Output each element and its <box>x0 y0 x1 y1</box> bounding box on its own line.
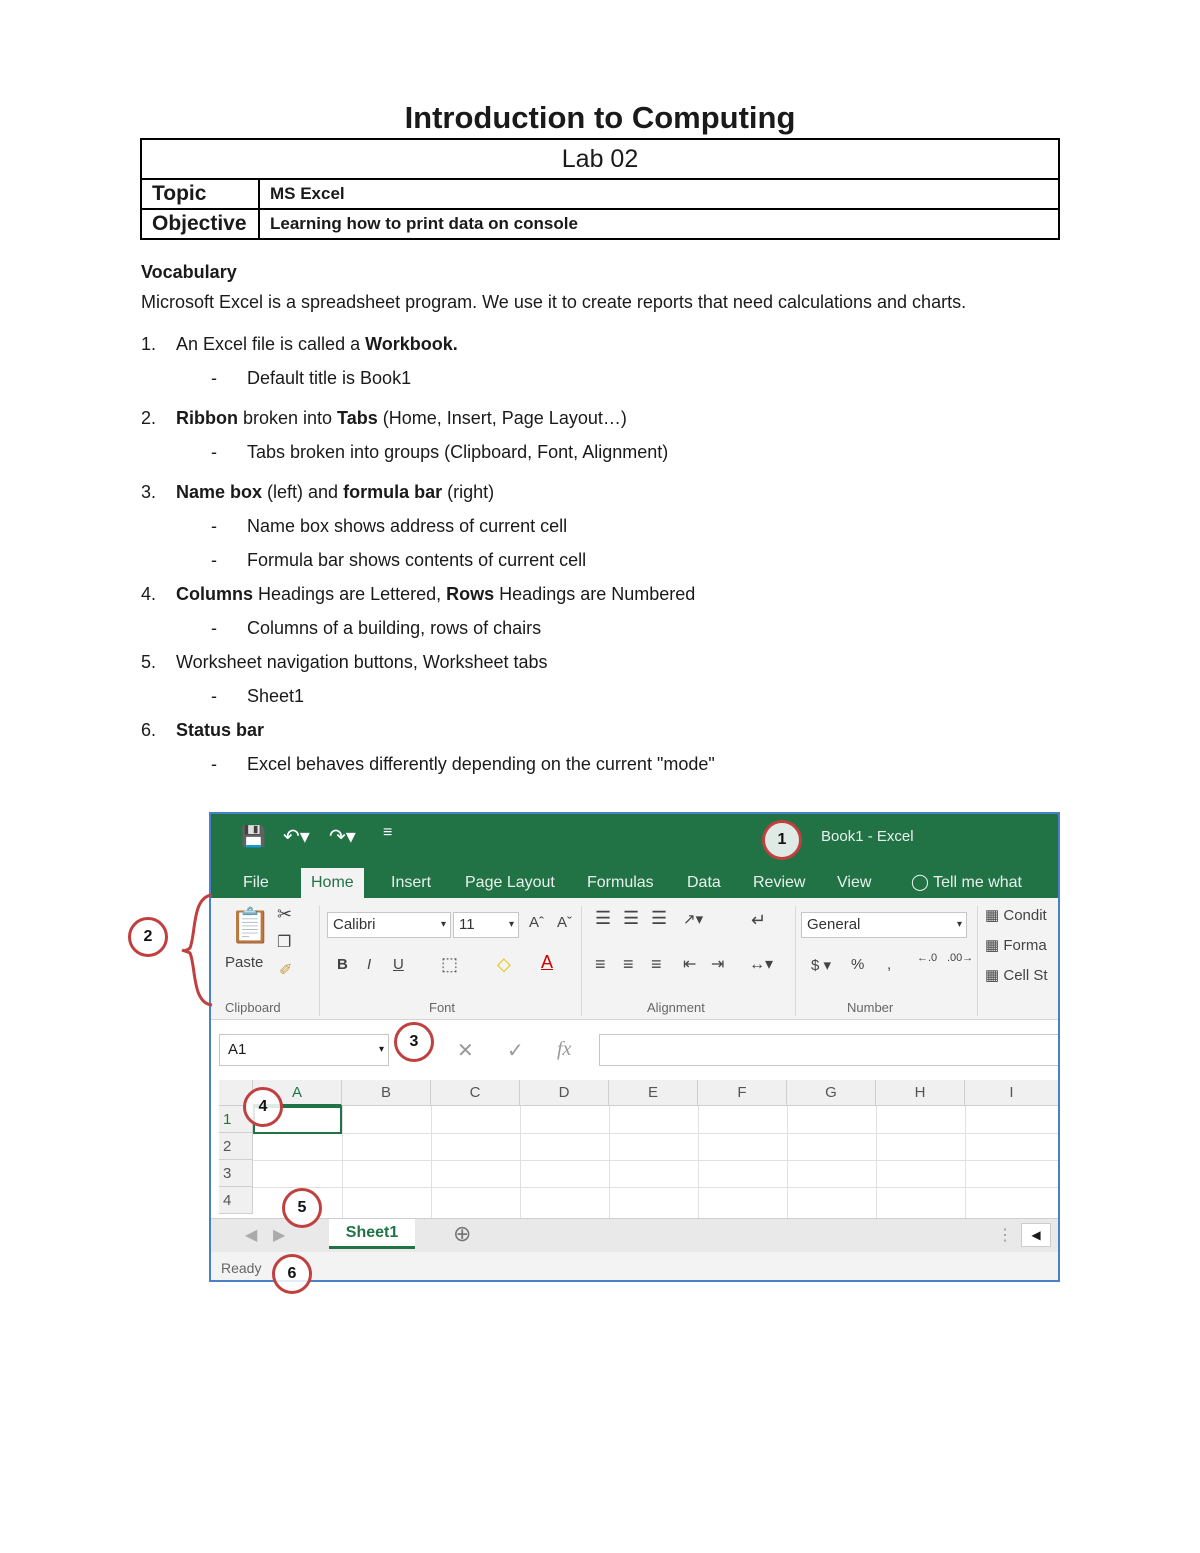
sub-item-text: Columns of a building, rows of chairs <box>247 618 542 638</box>
format-as-table-button[interactable]: ▦ Forma <box>985 937 1047 954</box>
item-term: Tabs <box>337 408 378 428</box>
bottom-align-icon[interactable]: ☰ <box>651 908 668 928</box>
conditional-formatting-button[interactable]: ▦ Condit <box>985 907 1047 924</box>
sub-item-text: Excel behaves differently depending on the current "mode" <box>247 754 715 774</box>
align-center-icon[interactable]: ≡ <box>623 954 634 974</box>
excel-screenshot <box>209 812 1060 1282</box>
item-number: 2. <box>141 408 157 428</box>
insert-function-icon[interactable]: fx <box>557 1038 572 1060</box>
sub-item-text: Sheet1 <box>247 686 305 706</box>
italic-icon[interactable]: I <box>367 956 372 973</box>
item-term: Name box <box>176 482 263 502</box>
row-header[interactable]: 2 <box>219 1133 253 1160</box>
item-number: 3. <box>141 482 157 502</box>
list-item <box>141 327 1071 361</box>
item-text: An Excel file is called a <box>176 334 366 354</box>
sub-item-text: Formula bar shows contents of current cell <box>247 550 587 570</box>
scroll-left-icon[interactable]: ◀ <box>1021 1223 1051 1247</box>
comma-icon[interactable]: , <box>887 956 892 973</box>
tab-formulas[interactable]: Formulas <box>587 874 654 891</box>
annotation-marker: 1 <box>762 820 802 860</box>
cell-styles-button[interactable]: ▦ Cell St <box>985 967 1048 984</box>
font-size-select[interactable]: 11 ▾ <box>453 912 519 938</box>
font-name-select[interactable]: Calibri ▾ <box>327 912 451 938</box>
font-color-icon[interactable]: A <box>541 952 554 972</box>
cell-styles-icon: ▦ <box>985 967 1000 984</box>
objective-value: Learning how to print data on console <box>259 209 1059 239</box>
column-header[interactable]: F <box>698 1080 787 1106</box>
sub-item: - Name box shows address of current cell <box>141 509 1071 543</box>
item-text: Worksheet navigation buttons, Worksheet tabs <box>176 652 548 672</box>
group-label-number: Number <box>847 1000 894 1015</box>
tab-page-layout[interactable]: Page Layout <box>465 874 555 891</box>
shrink-font-icon[interactable]: Aˇ <box>557 914 572 931</box>
column-header[interactable]: I <box>965 1080 1059 1106</box>
annotation-marker: 4 <box>243 1087 283 1127</box>
orientation-icon[interactable]: ↗▾ <box>683 911 704 928</box>
increase-indent-icon[interactable]: ⇥ <box>711 956 725 973</box>
vocabulary-section <box>141 262 1071 781</box>
undo-icon[interactable]: ↶▾ <box>283 826 310 848</box>
new-sheet-icon[interactable]: ⊕ <box>453 1221 472 1246</box>
column-header[interactable]: B <box>342 1080 431 1106</box>
status-text: Ready <box>221 1260 262 1276</box>
lightbulb-icon: ◯ <box>911 874 929 891</box>
sub-item-text: Default title is Book1 <box>247 368 412 388</box>
percent-icon[interactable]: % <box>851 956 865 973</box>
save-icon[interactable]: 💾 <box>241 826 266 848</box>
worksheet-grid <box>219 1080 1059 1220</box>
item-number: 6. <box>141 720 157 740</box>
item-term: Workbook <box>365 334 453 354</box>
list-item <box>141 645 1071 679</box>
name-box[interactable]: A1 ▾ <box>219 1034 389 1066</box>
column-header[interactable]: C <box>431 1080 520 1106</box>
middle-align-icon[interactable]: ☰ <box>623 908 640 928</box>
sub-item-text: Tabs broken into groups (Clipboard, Font, Alignment) <box>247 442 669 462</box>
sheet-tab-sheet1[interactable]: Sheet1 <box>329 1219 415 1249</box>
wrap-text-icon[interactable]: ↵ <box>751 910 767 930</box>
grow-font-icon[interactable]: Aˆ <box>529 914 544 931</box>
column-header[interactable]: E <box>609 1080 698 1106</box>
row-header[interactable]: 4 <box>219 1187 253 1214</box>
table-icon: ▦ <box>985 937 1000 954</box>
fill-color-icon[interactable]: ◇ <box>497 954 511 974</box>
bold-icon[interactable]: B <box>337 956 348 973</box>
list-item <box>141 475 1071 509</box>
currency-icon[interactable]: $ ▾ <box>811 957 832 974</box>
list-item <box>141 713 1071 747</box>
item-term: formula bar <box>343 482 443 502</box>
topic-key: Topic <box>141 179 259 209</box>
excel-title-bar <box>211 814 1058 862</box>
sub-item: - Default title is Book1 <box>141 361 1071 395</box>
cut-icon[interactable]: ✂ <box>277 904 293 924</box>
tab-data[interactable]: Data <box>687 874 721 891</box>
tab-review[interactable]: Review <box>753 874 806 891</box>
decrease-indent-icon[interactable]: ⇤ <box>683 956 697 973</box>
paste-label[interactable]: Paste <box>225 954 264 971</box>
group-label-clipboard: Clipboard <box>225 1000 281 1015</box>
info-table <box>140 138 1060 240</box>
align-left-icon[interactable]: ≡ <box>595 954 606 974</box>
topic-value: MS Excel <box>259 179 1059 209</box>
ribbon-tabs <box>211 862 1058 898</box>
decrease-decimal-icon[interactable]: .00→ <box>947 952 974 964</box>
row-header[interactable]: 3 <box>219 1160 253 1187</box>
item-text: (left) and <box>262 482 344 502</box>
column-header[interactable]: D <box>520 1080 609 1106</box>
item-text: (Home, Insert, Page Layout…) <box>377 408 627 428</box>
redo-icon[interactable]: ↷▾ <box>329 826 356 848</box>
item-text: Headings are Lettered, <box>253 584 447 604</box>
next-sheet-icon[interactable]: ▶ <box>273 1227 286 1244</box>
group-label-alignment: Alignment <box>647 1000 705 1015</box>
enter-icon[interactable]: ✓ <box>507 1040 524 1062</box>
formula-input[interactable] <box>599 1034 1060 1066</box>
row-header[interactable]: 1 <box>219 1106 253 1133</box>
annotation-marker: 2 <box>128 917 168 957</box>
status-bar <box>211 1252 1058 1282</box>
item-term: Status bar <box>176 720 265 740</box>
sub-item: - Formula bar shows contents of current cell <box>141 543 1071 577</box>
item-text: . <box>452 334 458 354</box>
column-header[interactable]: H <box>876 1080 965 1106</box>
item-number: 5. <box>141 652 157 672</box>
increase-decimal-icon[interactable]: ←.0 <box>917 952 938 964</box>
column-header[interactable]: A <box>253 1080 342 1106</box>
prev-sheet-icon[interactable]: ◀ <box>245 1227 258 1244</box>
lab-number: Lab 02 <box>141 139 1059 179</box>
list-item <box>141 401 1071 435</box>
item-text: broken into <box>237 408 338 428</box>
vocabulary-heading: Vocabulary <box>141 262 237 282</box>
formula-bar-row <box>211 1030 1058 1070</box>
conditional-formatting-icon: ▦ <box>985 907 1000 924</box>
vocabulary-intro: Microsoft Excel is a spreadsheet program. We use it to create reports that need calculations and charts. <box>141 292 967 312</box>
item-number: 1. <box>141 334 157 354</box>
cancel-icon[interactable]: ✕ <box>457 1040 474 1062</box>
group-label-font: Font <box>429 1000 456 1015</box>
align-right-icon[interactable]: ≡ <box>651 954 662 974</box>
tab-view[interactable]: View <box>837 874 872 891</box>
item-term: Columns <box>176 584 254 604</box>
list-item <box>141 577 1071 611</box>
doc-title: Introduction to Computing <box>404 100 796 135</box>
ribbon <box>211 898 1058 1020</box>
underline-icon[interactable]: U <box>393 956 404 973</box>
tab-file[interactable]: File <box>243 874 269 891</box>
paste-icon[interactable]: 📋 <box>229 907 272 945</box>
tab-home[interactable]: Home <box>301 868 364 898</box>
sub-item: - Excel behaves differently depending on the current "mode" <box>141 747 1071 781</box>
item-term: Ribbon <box>176 408 238 428</box>
sub-item: - Tabs broken into groups (Clipboard, Font, Alignment) <box>141 435 1071 469</box>
borders-icon[interactable]: ⬚ <box>441 954 459 974</box>
copy-icon[interactable]: ❐ <box>277 934 292 951</box>
tell-me-search[interactable]: ◯ Tell me what <box>911 874 1022 891</box>
merge-center-icon[interactable]: ↔▾ <box>749 956 774 973</box>
annotation-marker: 6 <box>272 1254 312 1294</box>
number-format-select[interactable]: General ▾ <box>801 912 967 938</box>
sub-item-text: Name box shows address of current cell <box>247 516 568 536</box>
item-text: Headings are Numbered <box>494 584 696 604</box>
sub-item: - Columns of a building, rows of chairs <box>141 611 1071 645</box>
sheet-tab-bar <box>211 1218 1058 1252</box>
top-align-icon[interactable]: ☰ <box>595 908 612 928</box>
window-title: Book1 - Excel <box>821 828 914 845</box>
customize-qat-icon[interactable]: ≡ <box>383 824 393 841</box>
split-handle-icon[interactable]: ⋮ <box>997 1227 1013 1244</box>
column-header[interactable]: G <box>787 1080 876 1106</box>
annotation-marker: 3 <box>394 1022 434 1062</box>
brace-icon <box>180 893 216 1007</box>
tab-insert[interactable]: Insert <box>391 874 432 891</box>
item-term: Rows <box>446 584 495 604</box>
objective-key: Objective <box>141 209 259 239</box>
annotation-marker: 5 <box>282 1188 322 1228</box>
sub-item: - Sheet1 <box>141 679 1071 713</box>
item-text: (right) <box>442 482 495 502</box>
item-number: 4. <box>141 584 157 604</box>
format-painter-icon[interactable]: ✐ <box>279 962 293 979</box>
